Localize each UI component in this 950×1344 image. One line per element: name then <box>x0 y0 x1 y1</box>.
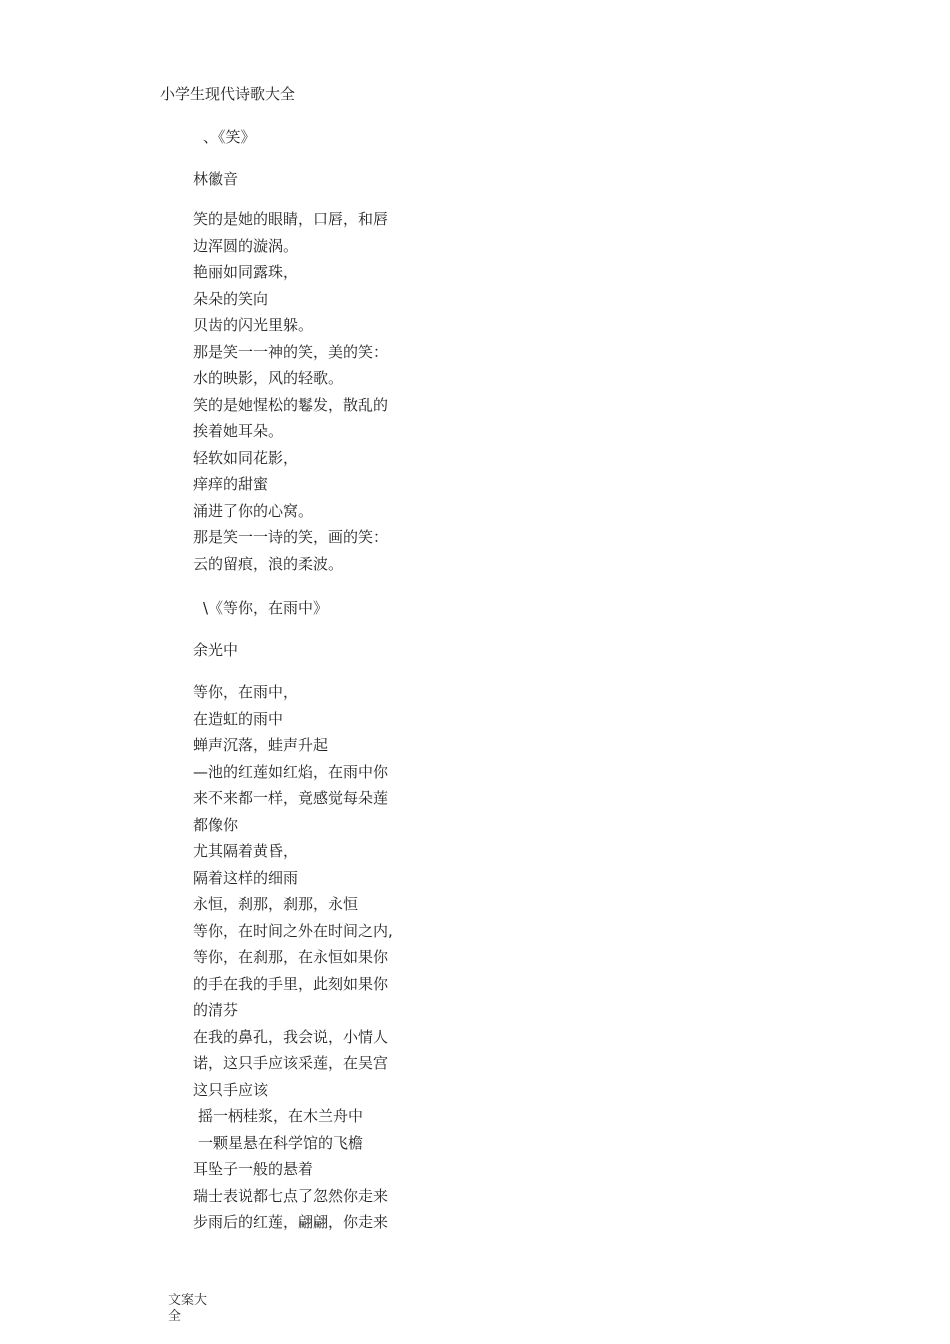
poem-line: 来不来都一样，竟感觉每朵莲 <box>193 789 389 807</box>
poem-line: 永恒，刹那，刹那，永恒 <box>193 895 359 913</box>
poem-line: 一颗星悬在科学馆的飞檐 <box>198 1133 364 1152</box>
poem-line: 诺，这只手应该采莲，在吴宫 <box>193 1054 389 1072</box>
poem-title: 、《笑》 <box>203 128 256 146</box>
poem-line: 云的留痕，浪的柔波。 <box>193 554 344 573</box>
poem-line: 在我的鼻孔，我会说，小情人 <box>193 1027 389 1046</box>
poem-line: 在造虹的雨中 <box>193 709 284 728</box>
poem-line: —池的红莲如红焰，在雨中你 <box>193 762 389 781</box>
poem-line: 隔着这样的细雨 <box>193 868 299 887</box>
poem-line: 水的映影，风的轻歌。 <box>193 369 344 387</box>
poem-line: 笑的是她的眼睛，口唇，和唇 <box>193 210 389 228</box>
poem-line: 耳坠子一般的悬着 <box>193 1160 314 1178</box>
poem-lines <box>193 679 393 1236</box>
poem-line: 摇一柄桂浆，在木兰舟中 <box>198 1107 364 1125</box>
document-title: 小学生现代诗歌大全 <box>160 85 296 103</box>
poem-line: 艳丽如同露珠， <box>193 263 299 281</box>
poem-author: 余光中 <box>193 641 239 659</box>
poem-line: 都像你 <box>193 815 239 834</box>
poem-title: \《等你，在雨中》 <box>203 599 329 617</box>
poem-line: 痒痒的甜蜜 <box>193 475 269 493</box>
page-footer: 文案大全 <box>168 1293 208 1324</box>
poem-line: 贝齿的闪光里躲。 <box>193 316 314 334</box>
poem-line: 涌进了你的心窝。 <box>193 501 314 520</box>
poem-line: 等你，在时间之外在时间之内, <box>193 921 393 940</box>
poem-line: 边浑圆的漩涡。 <box>193 236 299 255</box>
poem-line: 尤其隔着黄昏， <box>193 842 299 860</box>
poem-lines <box>193 206 388 577</box>
poem-line: 蝉声沉落，蛙声升起 <box>193 736 329 754</box>
poem-line: 朵朵的笑向 <box>193 289 269 308</box>
poem-line: 那是笑一一诗的笑，画的笑： <box>193 528 389 546</box>
poem-line: 的手在我的手里，此刻如果你 <box>193 974 389 993</box>
poem-line: 步雨后的红莲，翩翩，你走来 <box>193 1213 389 1231</box>
poem-line: 挨着她耳朵。 <box>193 422 284 440</box>
poem-line: 等你，在刹那，在永恒如果你 <box>193 948 389 966</box>
poem-line: 那是笑一一神的笑，美的笑： <box>193 342 389 361</box>
poem-line: 等你，在雨中， <box>193 683 299 701</box>
poem-line: 笑的是她惺松的鬈发，散乱的 <box>193 395 389 414</box>
poem-line: 这只手应该 <box>193 1080 269 1099</box>
poem-line: 的清芬 <box>193 1001 239 1019</box>
poem-author: 林徽音 <box>193 170 239 188</box>
poem-line: 轻软如同花影， <box>193 448 299 467</box>
poem-line: 瑞士表说都七点了忽然你走来 <box>193 1186 389 1205</box>
